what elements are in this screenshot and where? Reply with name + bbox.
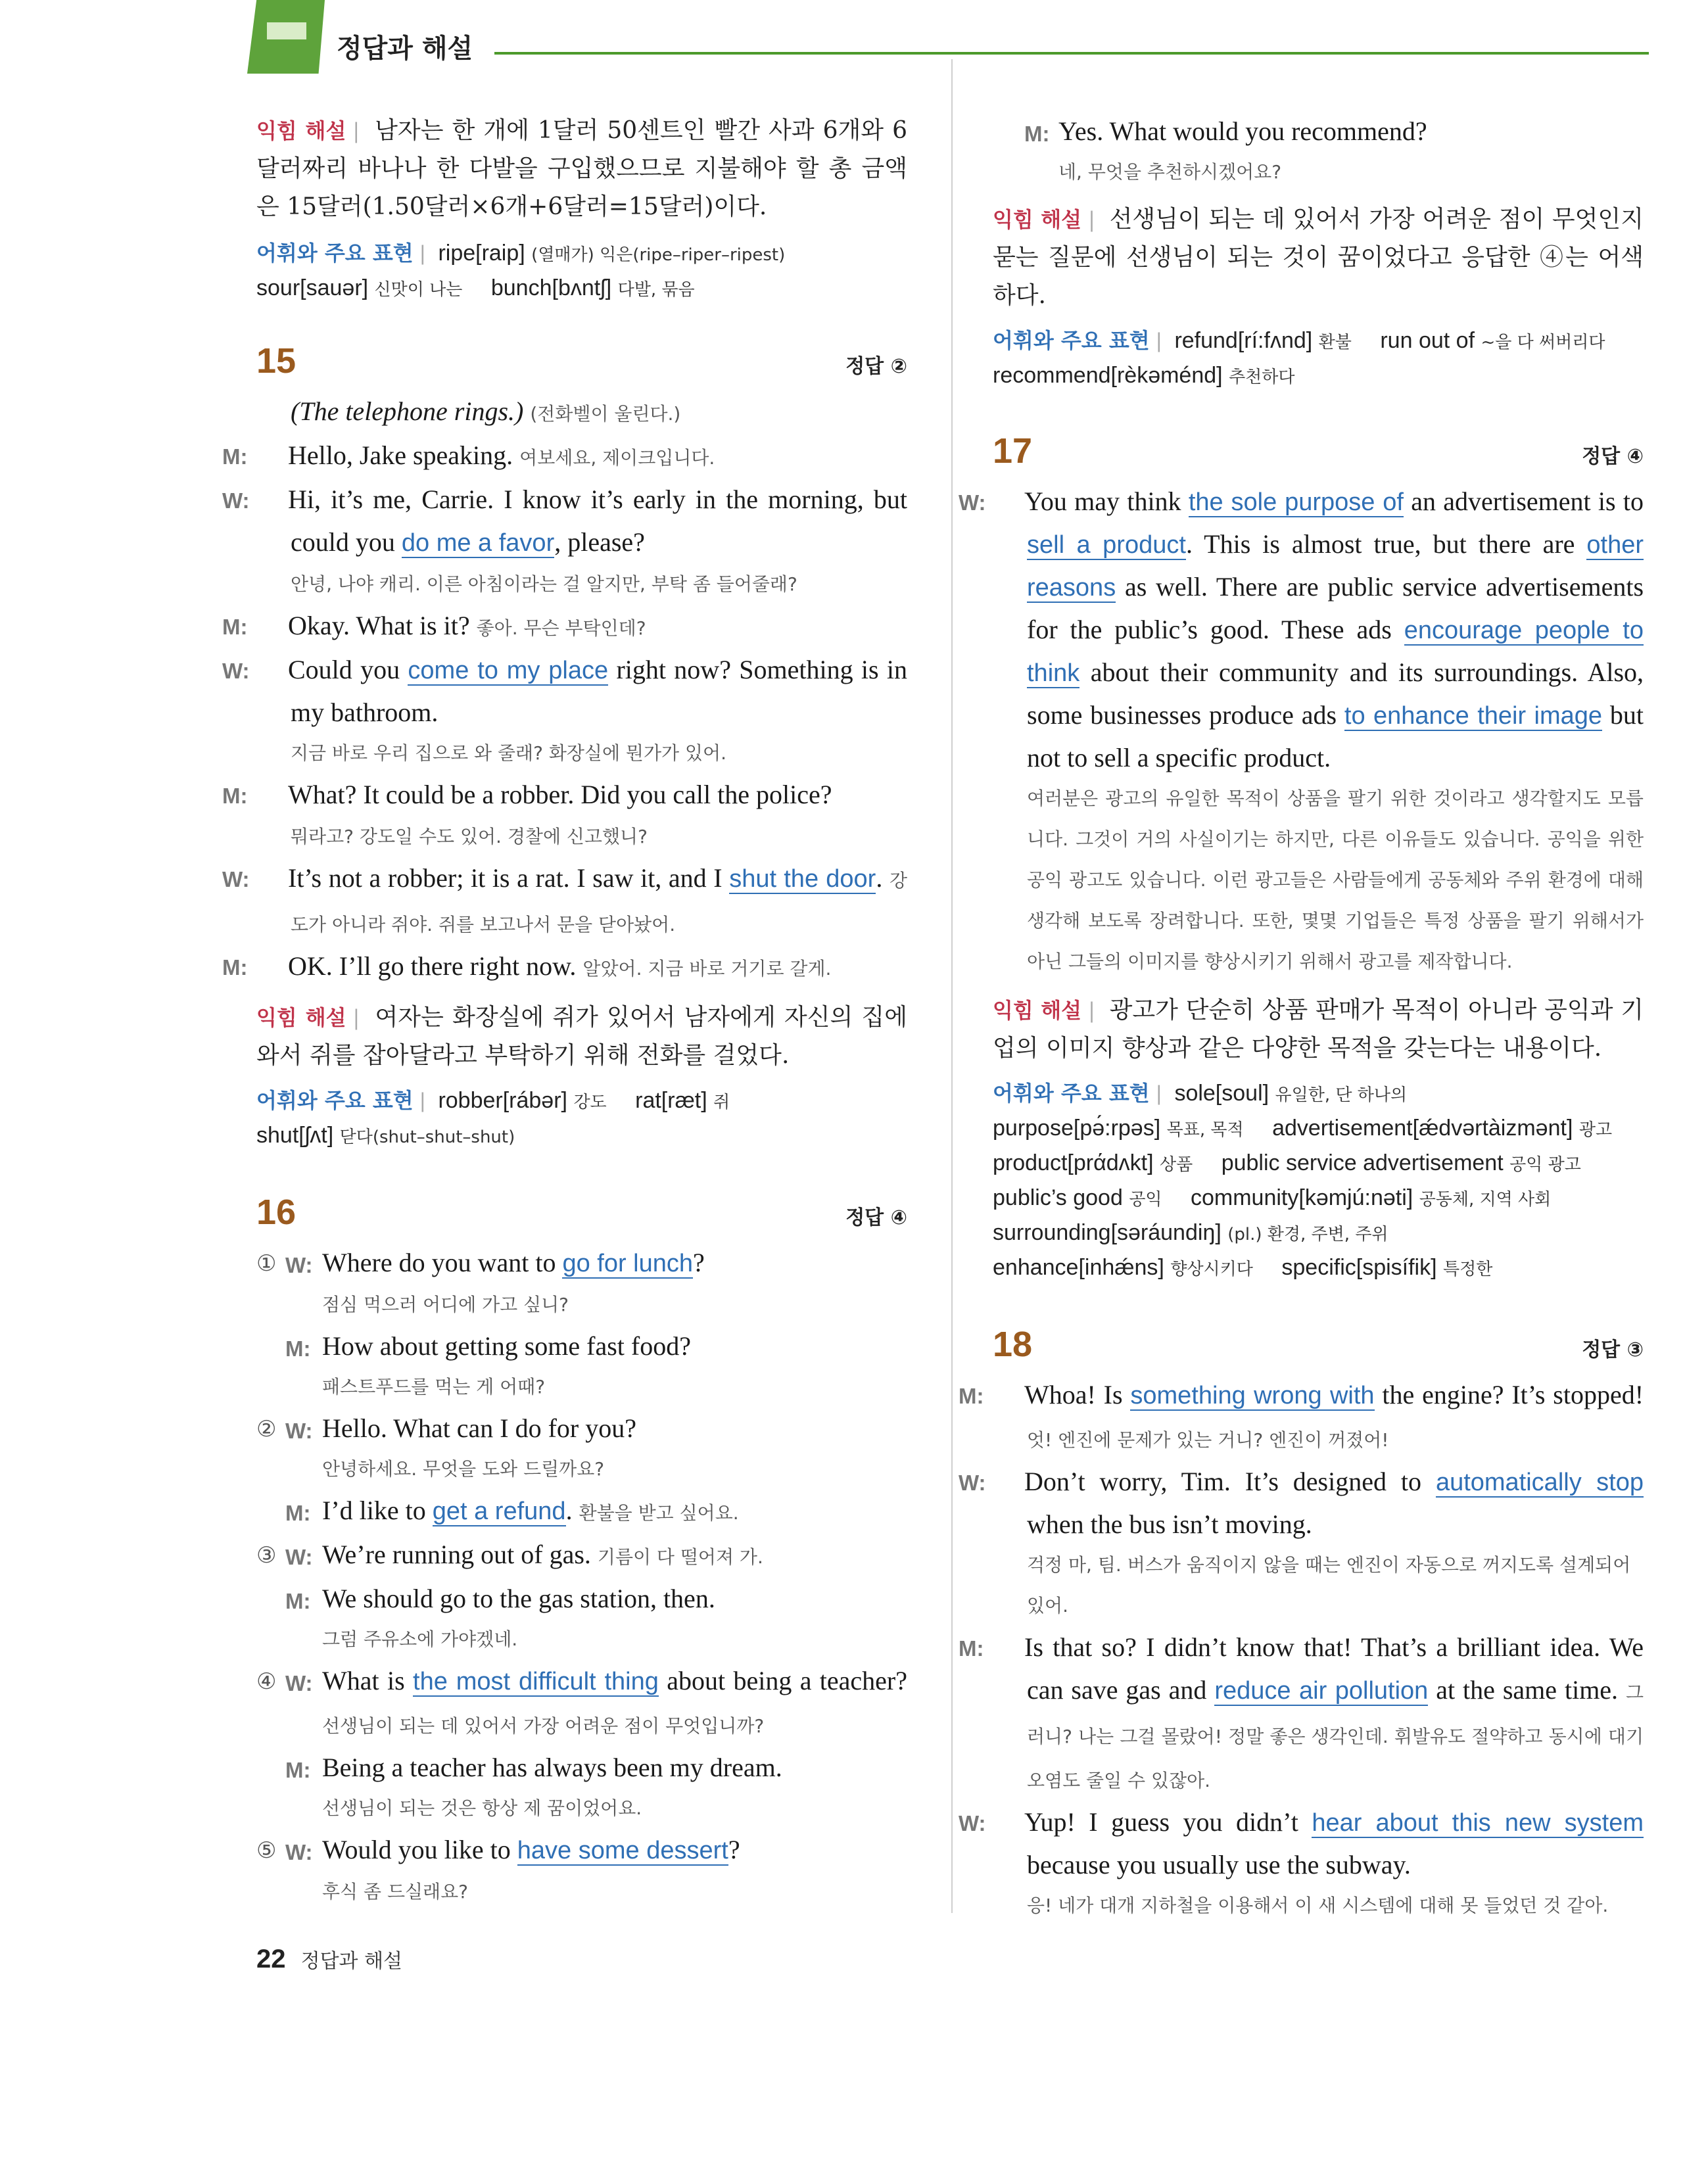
page-footer <box>256 1945 402 1974</box>
vocab-term: sour[sauər] <box>256 275 369 300</box>
line-en: Hello, Jake speaking. <box>288 440 513 470</box>
line-en: Okay. What is it? <box>288 611 470 640</box>
vocab-meaning: 향상시키다 <box>1170 1260 1253 1279</box>
line-ko: 후식 좀 드실래요? <box>322 1881 468 1902</box>
line-ko: 알았어. 지금 바로 거기로 갈게. <box>582 958 832 980</box>
vocab-meaning: ~을 다 써버리다 <box>1481 333 1605 352</box>
highlighted-phrase: have some dessert <box>517 1837 728 1864</box>
answer-label: 정답 ② <box>845 355 907 378</box>
speaker: M: <box>222 444 248 469</box>
option-number: ⑤ <box>256 1837 277 1864</box>
line-en: . <box>876 863 883 893</box>
translation-ko: 여러분은 광고의 유일한 목적이 상품을 팔기 위한 것이라고 생각할지도 모릅니다. 그것이 거의 사실이기는 하지만, 다른 이유들도 있습니다. 공익을 위한 공익 광고도 있습니다. 이런 광고들은 사람들에게 공동체와 주위 환경에 대해 생각해 보도록 장려합니다. 또한, 몇몇 기업들은 특정 상품을 팔기 위해서가 아닌 그들의 이미지를 향상시키기 위해서 광고를 제작합니다. <box>1027 788 1644 972</box>
speaker: W: <box>285 1671 313 1695</box>
option-number: ③ <box>256 1542 277 1569</box>
vocab-meaning: (pl.) 환경, 주변, 주위 <box>1227 1225 1388 1244</box>
answer-label: 정답 ④ <box>1582 445 1644 468</box>
line-ko: 지금 바로 우리 집으로 와 줄래? 화장실에 뭔가가 있어. <box>291 742 726 764</box>
line-en: Don’t worry, Tim. It’s designed to <box>1024 1467 1422 1496</box>
option-3 <box>256 1534 907 1578</box>
speaker: W: <box>285 1840 313 1864</box>
explanation-label: 익힘 해설 <box>256 118 346 143</box>
speaker: W: <box>959 1811 986 1835</box>
q14-vocab: 어휘와 주요 표현 | ripe[raip] (열매가) 익은(ripe–riper–ripest) sour[sauər] 신맛이 나는 bunch[bʌntʃ] 다발, 묶음 <box>256 241 786 300</box>
option-1-reply <box>256 1325 907 1367</box>
line-ko: 걱정 마, 팀. 버스가 움직이지 않을 때는 엔진이 자동으로 꺼지도록 설계되어 있어. <box>1027 1554 1631 1617</box>
highlighted-phrase: other reasons <box>1027 531 1644 602</box>
answer-label: 정답 ③ <box>1582 1338 1644 1361</box>
line-en: right now? Something is in my bathroom. <box>291 655 908 727</box>
vocab-term: robber[rábər] <box>438 1088 567 1113</box>
line-ko: 안녕, 나야 캐리. 이른 아침이라는 걸 알지만, 부탁 좀 들어줄래? <box>291 573 797 595</box>
q15-header <box>256 341 907 381</box>
speaker: M: <box>959 1384 984 1408</box>
explanation-label: 익힘 해설 <box>256 1005 346 1030</box>
chapter-tab-icon <box>247 0 325 74</box>
speaker: M: <box>285 1336 311 1361</box>
option-number: ② <box>256 1416 277 1442</box>
highlighted-phrase: go for lunch <box>562 1250 694 1277</box>
line-ko: 좋아. 무슨 부탁인데? <box>476 617 646 639</box>
vocab-forms: (ripe–riper–ripest) <box>632 245 786 265</box>
highlighted-phrase: hear about this new system <box>1312 1809 1644 1837</box>
explanation-label: 익힘 해설 <box>993 207 1082 232</box>
q17-explanation: 익힘 해설 | 광고가 단순히 상품 판매가 목적이 아니라 공익과 기업의 이미지 향상과 같은 다양한 목적을 갖는다는 내용이다. <box>993 997 1644 1062</box>
left-column <box>222 112 908 1912</box>
q15-intro <box>256 390 907 435</box>
vocab-meaning: 특정한 <box>1443 1260 1493 1279</box>
highlighted-phrase: automatically stop <box>1435 1469 1644 1496</box>
line-ko: 기름이 다 떨어져 가. <box>597 1546 763 1568</box>
vocab-meaning: 다발, 묶음 <box>617 280 695 300</box>
dialogue-line <box>959 1801 1644 1885</box>
question-number: 16 <box>256 1193 297 1232</box>
vocab-term: shut[ʃʌt] <box>256 1123 334 1148</box>
text: . This is almost true, but there are <box>1185 529 1575 559</box>
vocab-meaning: 환불 <box>1318 333 1352 352</box>
highlighted-phrase: come to my place <box>408 657 609 684</box>
vocab-meaning: 공익 광고 <box>1509 1155 1581 1175</box>
vocab-term: bunch[bʌntʃ] <box>490 275 612 300</box>
highlighted-phrase: the sole purpose of <box>1188 488 1404 516</box>
line-ko: 안녕하세요. 무엇을 도와 드릴까요? <box>322 1458 605 1480</box>
speaker: M: <box>285 1589 311 1613</box>
text: as well. There are public service advertisements for the public’s good. These ads <box>1027 572 1644 644</box>
line-en: Yes. What would you recommend? <box>1058 116 1427 146</box>
vocab-term: purpose[pə́:rpəs] <box>993 1116 1161 1141</box>
line-en: We’re running out of gas. <box>322 1540 591 1569</box>
line-ko: 그러니? 나는 그걸 몰랐어! 정말 좋은 생각인데. 휘발유도 절약하고 동시에 대기 오염도 줄일 수 있잖아. <box>1027 1682 1644 1791</box>
highlighted-phrase: reduce air pollution <box>1214 1677 1429 1705</box>
option-1 <box>256 1242 907 1285</box>
vocab-meaning: 유일한, 단 하나의 <box>1275 1085 1408 1105</box>
line-en: Hello. What can I do for you? <box>322 1413 636 1443</box>
option-3-reply <box>256 1578 907 1619</box>
speaker: W: <box>959 1471 986 1495</box>
q15-vocab: 어휘와 주요 표현 | robber[rábər] 강도 rat[ræt] 쥐 shut[ʃʌt] 닫다(shut–shut–shut) <box>256 1088 730 1148</box>
line-en: ? <box>728 1835 740 1864</box>
dialogue-line <box>222 605 907 649</box>
line-ko: 뭐라고? 강도일 수도 있어. 경찰에 신고했니? <box>291 826 648 847</box>
vocab-term: product[prάdʌkt] <box>993 1150 1154 1175</box>
vocab-meaning: 공익 <box>1129 1190 1162 1210</box>
line-en: Yup! I guess you didn’t <box>1024 1807 1298 1837</box>
question-number: 15 <box>256 341 297 381</box>
vocab-term: refund[rí:fʌnd] <box>1174 328 1313 353</box>
speaker: W: <box>222 659 250 683</box>
question-number: 18 <box>993 1325 1033 1364</box>
vocab-meaning: 공동체, 지역 사회 <box>1419 1190 1552 1210</box>
line-en: . <box>565 1496 573 1525</box>
line-ko: 응! 네가 대개 지하철을 이용해서 이 새 시스템에 대해 못 들었던 것 같아. <box>1027 1895 1609 1916</box>
vocab-label: 어휘와 주요 표현 <box>993 328 1150 353</box>
vocab-meaning: 상품 <box>1160 1155 1193 1175</box>
speaker: M: <box>1024 122 1050 146</box>
vocab-forms: (shut–shut–shut) <box>372 1127 515 1147</box>
text: but not to sell a specific product. <box>1027 700 1644 772</box>
text: You may think <box>1024 486 1181 516</box>
vocab-label: 어휘와 주요 표현 <box>256 241 414 266</box>
q16-vocab: 어휘와 주요 표현 | refund[rí:fʌnd] 환불 run out of ~을 다 써버리다 recommend[rèkəménd] 추천하다 <box>993 328 1605 388</box>
vocab-term: public’s good <box>993 1185 1123 1210</box>
vocab-meaning: 강도 <box>573 1093 607 1112</box>
vocab-term: community[kəmjú:nəti] <box>1191 1185 1413 1210</box>
q16-explanation: 익힘 해설 | 선생님이 되는 데 있어서 가장 어려운 점이 무엇인지 묻는 질문에 선생님이 되는 것이 꿈이었다고 응답한 ④는 어색하다. <box>993 206 1644 309</box>
column-divider <box>951 59 953 1913</box>
q15-explanation-text: 여자는 화장실에 쥐가 있어서 남자에게 자신의 집에 와서 쥐를 잡아달라고 부탁하기 위해 전화를 걸었다. <box>256 1004 907 1069</box>
highlighted-phrase: get a refund <box>432 1498 566 1525</box>
speaker: M: <box>285 1758 311 1782</box>
vocab-term: public service advertisement <box>1221 1150 1504 1175</box>
line-en: at the same time. <box>1436 1675 1619 1705</box>
line-ko: 선생님이 되는 데 있어서 가장 어려운 점이 무엇입니까? <box>322 1715 765 1737</box>
option-4-reply <box>256 1747 907 1788</box>
dialogue-line <box>959 1461 1644 1545</box>
vocab-term: advertisement[ǽdvərtàizmənt] <box>1272 1116 1573 1141</box>
q18-header <box>993 1324 1644 1365</box>
dialogue-line <box>959 1626 1644 1801</box>
line-ko: 점심 먹으러 어디에 가고 싶니? <box>322 1294 569 1315</box>
option-number: ④ <box>256 1668 277 1695</box>
line-ko: 엇! 엔진에 문제가 있는 거니? 엔진이 꺼졌어! <box>1027 1429 1389 1451</box>
vocab-meaning: 신맛이 나는 <box>374 280 463 300</box>
footer-label: 정답과 해설 <box>300 1950 403 1973</box>
vocab-meaning: 광고 <box>1578 1120 1613 1140</box>
stage-direction: (The telephone rings.) <box>291 396 524 426</box>
line-en: We should go to the gas station, then. <box>322 1584 715 1613</box>
option-4 <box>256 1660 907 1747</box>
vocab-term: run out of <box>1380 328 1475 353</box>
line-ko: 선생님이 되는 것은 항상 제 꿈이었어요. <box>322 1797 642 1819</box>
speaker: M: <box>222 955 248 980</box>
vocab-label: 어휘와 주요 표현 <box>993 1081 1150 1106</box>
vocab-term: surrounding[səráundiŋ] <box>993 1220 1222 1245</box>
line-en: Being a teacher has always been my dream. <box>322 1753 782 1782</box>
q16-explanation-text: 선생님이 되는 데 있어서 가장 어려운 점이 무엇인지 묻는 질문에 선생님이 되는 것이 꿈이었다고 응답한 ④는 어색하다. <box>993 206 1644 309</box>
text: an advertisement is to <box>1411 486 1644 516</box>
line-en: Whoa! Is <box>1024 1380 1123 1409</box>
option-5 <box>256 1829 907 1872</box>
line-ko: 네, 무엇을 추천하시겠어요? <box>1058 161 1282 183</box>
line-en: It’s not a robber; it is a rat. I saw it, and I <box>288 863 723 893</box>
q17-header <box>993 431 1644 471</box>
speaker: W: <box>222 867 250 891</box>
vocab-meaning: 추천하다 <box>1229 367 1295 387</box>
page-number: 22 <box>256 1945 286 1973</box>
speaker: W: <box>285 1419 313 1443</box>
vocab-term: specific[spisífik] <box>1281 1255 1437 1280</box>
vocab-term: sole[soul] <box>1174 1081 1269 1106</box>
option-number: ① <box>256 1250 277 1277</box>
line-en: OK. I’ll go there right now. <box>288 951 577 981</box>
speaker: W: <box>222 488 250 513</box>
vocab-meaning: 닫다 <box>339 1127 373 1147</box>
line-en: Is that so? I didn’t know that! That’s a brilliant idea. We can save gas and <box>1024 1632 1644 1705</box>
highlighted-phrase: sell a product <box>1027 531 1186 559</box>
line-ko: 강도가 아니라 쥐야. 쥐를 보고나서 문을 닫아놨어. <box>291 870 908 935</box>
option-5-reply <box>993 110 1644 152</box>
vocab-term: ripe[raip] <box>438 241 525 266</box>
speaker: M: <box>959 1636 984 1661</box>
dialogue-line <box>222 945 907 989</box>
vocab-term: rat[ræt] <box>635 1088 707 1113</box>
line-en: the engine? It’s stopped! <box>1382 1380 1644 1409</box>
speaker: W: <box>285 1545 313 1569</box>
page-header-title: 정답과 해설 <box>337 34 473 64</box>
line-ko: 여보세요, 제이크입니다. <box>519 447 715 469</box>
option-2-reply <box>256 1490 907 1534</box>
speaker: M: <box>222 784 248 808</box>
speaker: M: <box>285 1501 311 1525</box>
option-2 <box>256 1407 907 1449</box>
explanation-label: 익힘 해설 <box>993 998 1082 1023</box>
line-en: What is <box>322 1666 405 1695</box>
text: about their community and its surroundings. Also, some businesses produce ads <box>1027 657 1644 730</box>
speaker: W: <box>285 1253 313 1277</box>
header-rule <box>494 52 1649 55</box>
line-en: How about getting some fast food? <box>322 1331 691 1361</box>
line-en: What? It could be a robber. Did you call the police? <box>288 780 832 809</box>
line-en: when the bus isn’t moving. <box>1027 1509 1312 1539</box>
dialogue-line <box>959 1374 1644 1461</box>
highlighted-phrase: to enhance their image <box>1344 702 1603 730</box>
line-en: because you usually use the subway. <box>1027 1850 1411 1879</box>
q14-explanation: 익힘 해설 | 남자는 한 개에 1달러 50센트인 빨간 사과 6개와 6달러짜리 바나나 한 다발을 구입했으므로 지불해야 할 총 금액은 15달러(1.50달러×6개+6달러=15달러)이다. <box>256 117 907 220</box>
q14-explanation-text: 남자는 한 개에 1달러 50센트인 빨간 사과 6개와 6달러짜리 바나나 한 다발을 구입했으므로 지불해야 할 총 금액은 15달러(1.50달러×6개+6달러=15달러)이다. <box>256 117 907 220</box>
dialogue-line <box>222 649 908 733</box>
line-ko: 환불을 받고 싶어요. <box>579 1502 739 1524</box>
question-number: 17 <box>993 431 1033 471</box>
right-column <box>959 110 1644 1926</box>
dialogue-line <box>222 857 908 945</box>
q15-explanation: 익힘 해설 | 여자는 화장실에 쥐가 있어서 남자에게 자신의 집에 와서 쥐를 잡아달라고 부탁하기 위해 전화를 걸었다. <box>256 1004 907 1069</box>
dialogue-line <box>222 479 907 564</box>
vocab-meaning: 쥐 <box>713 1093 730 1112</box>
stage-direction-ko: (전화벨이 울린다.) <box>530 403 681 425</box>
vocab-term: enhance[inhǽns] <box>993 1255 1164 1280</box>
line-ko: 패스트푸드를 먹는 게 어때? <box>322 1376 546 1398</box>
highlighted-phrase: the most difficult thing <box>413 1668 659 1695</box>
line-ko: 그럼 주유소에 가야겠네. <box>322 1628 518 1650</box>
speaker: W: <box>959 490 986 515</box>
q17-vocab: 어휘와 주요 표현 | sole[soul] 유일한, 단 하나의 purpose[pə́:rpəs] 목표, 목적 advertisement[ǽdvərtàizmənt] 광고 product[prάdʌkt] 상품 public service advertisement 공익 광고 public’s good 공익 community[kəmjú:nəti] 공동체, 지역 사회 surrounding[səráundiŋ] (pl.) 환경, 주변, 주위 enhance[inhǽns] 향상시키다 specific[spisífik] 특정한 <box>993 1081 1613 1280</box>
vocab-meaning: 목표, 목적 <box>1166 1120 1244 1140</box>
line-en: Where do you want to <box>322 1248 556 1277</box>
line-en: Would you like to <box>322 1835 511 1864</box>
vocab-meaning: (열매가) 익은 <box>531 245 633 265</box>
highlighted-phrase: encourage people to think <box>1027 617 1644 687</box>
line-en: ? <box>693 1248 705 1277</box>
speaker: M: <box>222 615 248 639</box>
q16-header <box>256 1192 907 1233</box>
highlighted-phrase: shut the door <box>729 865 876 893</box>
dialogue-line <box>222 435 907 479</box>
vocab-term: recommend[rèkəménd] <box>993 363 1223 388</box>
monologue <box>959 481 1644 778</box>
q17-explanation-text: 광고가 단순히 상품 판매가 목적이 아니라 공익과 기업의 이미지 향상과 같은 다양한 목적을 갖는다는 내용이다. <box>993 997 1644 1062</box>
line-en: , please? <box>554 527 645 557</box>
line-en: I’d like to <box>322 1496 426 1525</box>
dialogue-line <box>222 774 907 816</box>
highlighted-phrase: do me a favor <box>401 529 555 557</box>
answer-label: 정답 ④ <box>845 1206 907 1229</box>
line-en: about being a teacher? <box>667 1666 908 1695</box>
vocab-label: 어휘와 주요 표현 <box>256 1088 414 1113</box>
line-en: Could you <box>288 655 400 684</box>
line-en: Hi, it’s me, Carrie. I know it’s early in the morning, but could you <box>288 484 907 557</box>
highlighted-phrase: something wrong with <box>1130 1382 1375 1409</box>
